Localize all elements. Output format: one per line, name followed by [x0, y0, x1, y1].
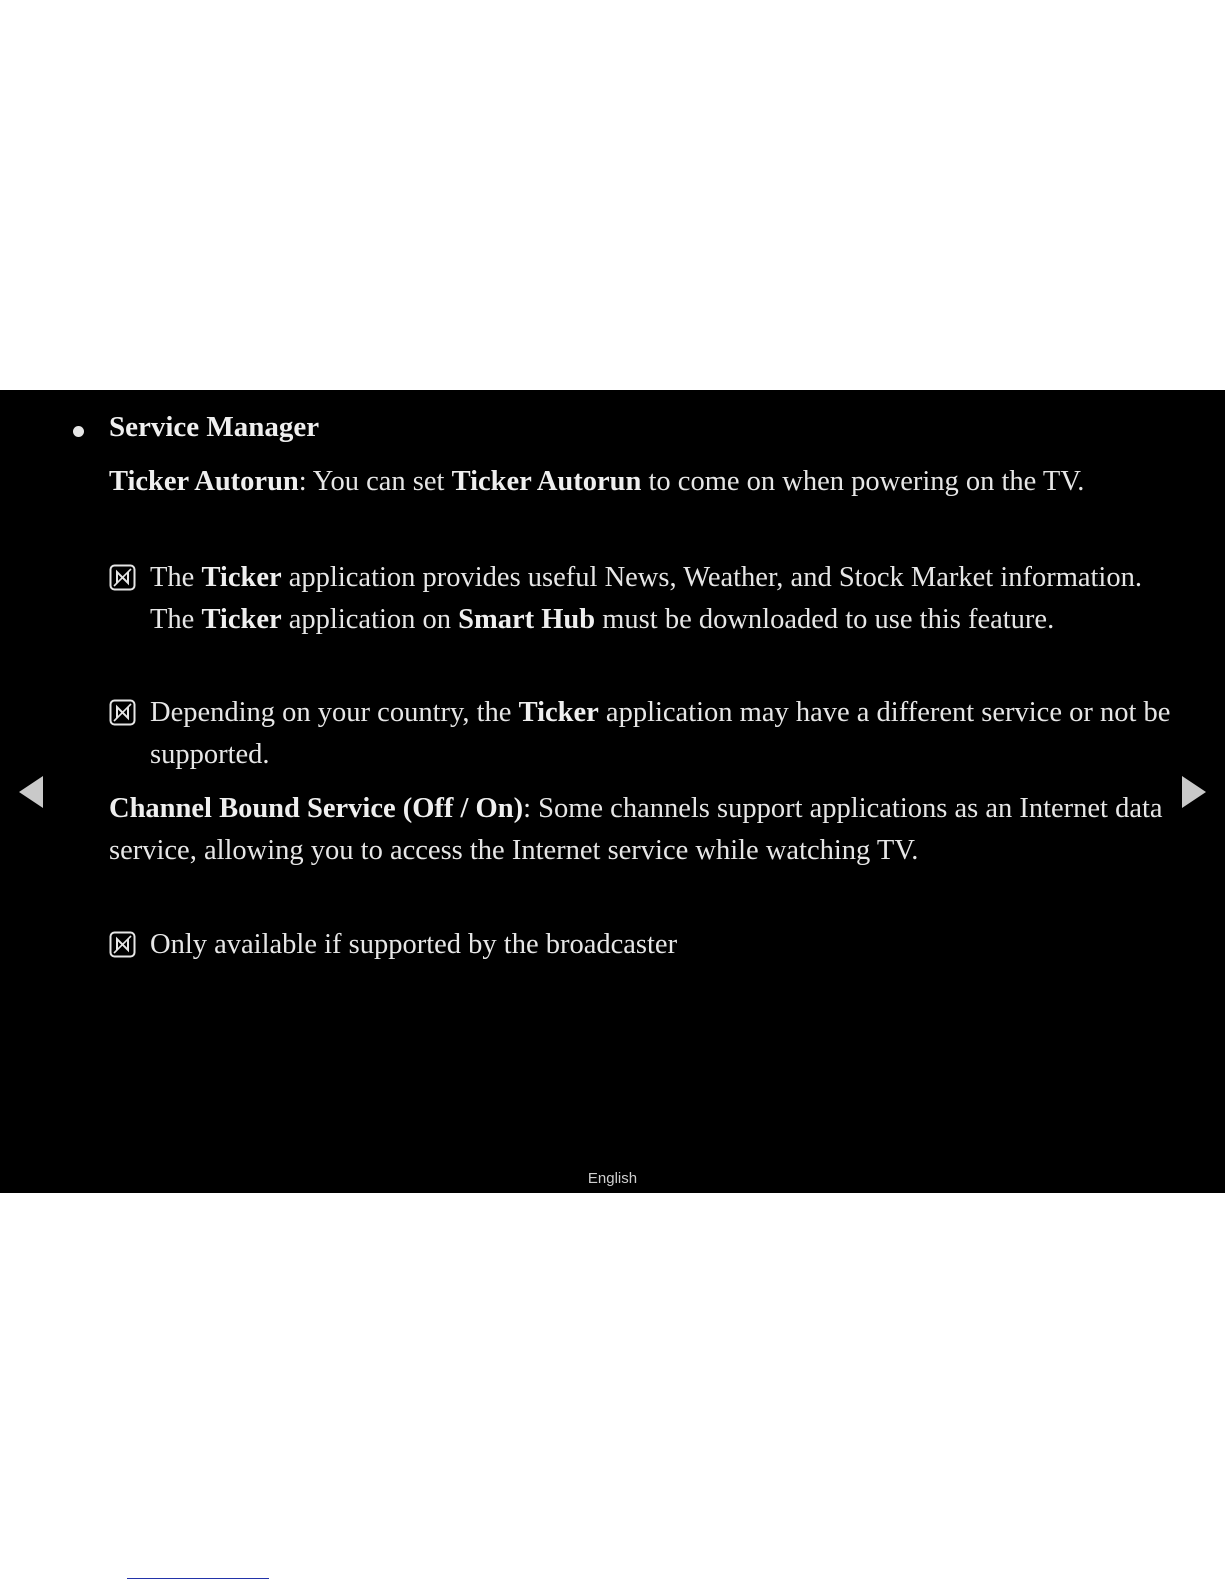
left-arrow-icon[interactable] [19, 776, 43, 808]
language-label: English [587, 1170, 638, 1187]
right-arrow-icon[interactable] [1182, 776, 1206, 808]
note-ticker-info: The Ticker application provides useful News, Weather, and Stock Market information. The Ticker application on Smart Hub must be downloaded to use this feature. [109, 557, 1189, 640]
channel-bound-paragraph: Channel Bound Service (Off / On): Some channels support applications as an Internet data service, allowing you to access the Internet service while watching TV. [109, 793, 1163, 866]
note-icon [109, 564, 136, 591]
ticker-autorun-paragraph: Ticker Autorun: You can set Ticker Autorun to come on when powering on the TV. [109, 466, 1085, 497]
note-icon [109, 699, 136, 726]
channel-bound-label: Channel Bound Service (Off / On) [109, 793, 524, 824]
bullet-icon [73, 426, 84, 437]
footnote-divider [127, 1578, 269, 1579]
note-country-dependent: Depending on your country, the Ticker application may have a different service or not be supported. [109, 692, 1189, 775]
note-icon [109, 931, 136, 958]
note-broadcaster: Only available if supported by the broadcaster [109, 924, 1189, 966]
ticker-autorun-label: Ticker Autorun [109, 466, 299, 497]
section-heading: Service Manager [109, 411, 320, 443]
